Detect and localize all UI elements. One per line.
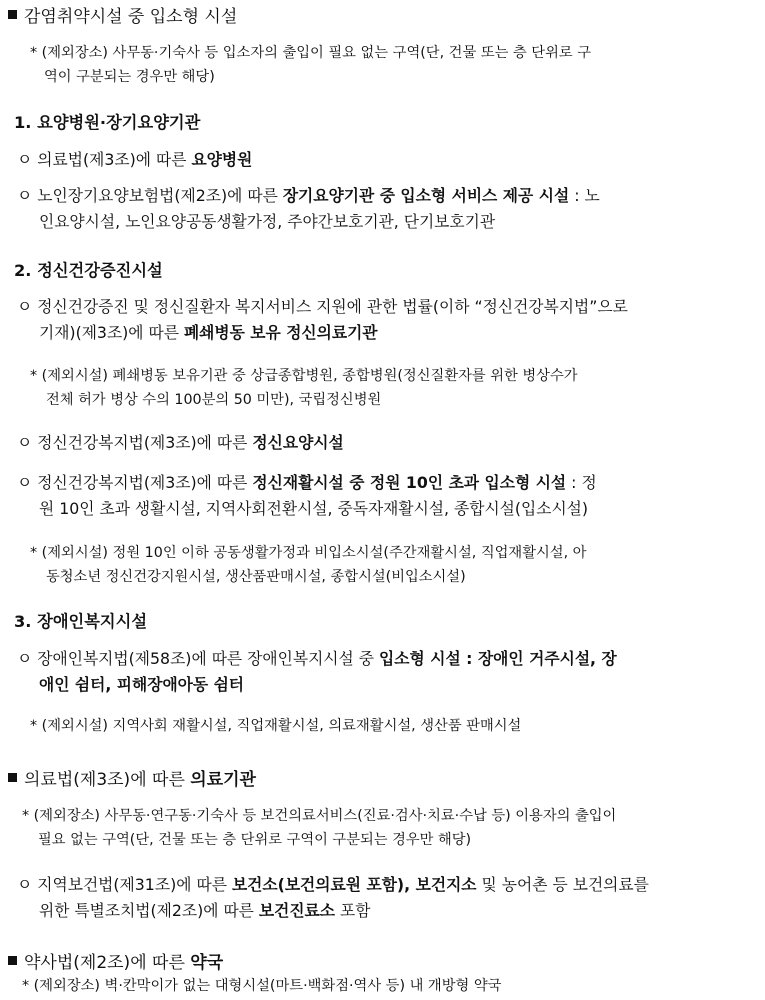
- text-run: ㅇ: [17, 433, 38, 452]
- list-item-closed-ward: [0, 294, 765, 346]
- bold-text: 정신재활시설 중 정원 10인 초과 입소형 시설: [252, 473, 567, 492]
- square-bullet-icon: [8, 956, 17, 965]
- text-run: : 노: [569, 186, 600, 205]
- text-run: ㅇ: [17, 186, 38, 205]
- section-2-note: * (제외장소) 사무동·연구동·기숙사 등 보건의료서비스(진료·검사·치료·수납 등) 이용자의 출입이 필요 없는 구역(단, 건물 또는 층 단위로 구역이 구분되는 경우만 해당): [22, 808, 617, 848]
- text-run: ㅇ: [17, 473, 38, 492]
- list-item-mental-care: [0, 430, 765, 456]
- text-run: 의료법(제3조)에 따른: [37, 150, 192, 169]
- section-3-note: * (제외장소) 벽·칸막이가 없는 대형시설(마트·백화점·역사 등) 내 개방형 약국: [22, 978, 502, 994]
- text-run: 정신건강증진 및 정신질환자 복지서비스 지원에 관한 법률(이하 “정신건강복지법”으로: [37, 297, 628, 316]
- bold-text: 보건진료소: [258, 901, 335, 920]
- text-run: 노인장기요양보험법(제2조)에 따른: [37, 186, 283, 205]
- text-run: ㅇ: [17, 875, 38, 894]
- text-run: 포함: [334, 901, 371, 920]
- list-item-note: * (제외시설) 정원 10인 이하 공동생활가정과 비입소시설(주간재활시설, 직업재활시설, 아 동청소년 정신건강지원시설, 생산품판매시설, 종합시설(비입소시설): [30, 545, 587, 585]
- text-run: 의료법(제3조)에 따른: [24, 770, 191, 790]
- bold-text: 폐쇄병동 보유 정신의료기관: [183, 323, 378, 342]
- text-run: 정신건강복지법(제3조)에 따른: [37, 433, 253, 452]
- note-line: * (제외장소) 사무동·기숙사 등 입소자의 출입이 필요 없는 구역(단, 건물 또는 층 단위로 구: [30, 45, 592, 61]
- list-item-rehab: [0, 470, 765, 522]
- bold-text: 보건소(보건의료원 포함), 보건지소: [231, 875, 477, 894]
- text-run: ㅇ: [17, 150, 38, 169]
- square-bullet-icon: [8, 773, 17, 782]
- text-run: : 정: [566, 473, 597, 492]
- list-item-yoyang-hospital: [0, 147, 765, 173]
- text-run: ㅇ: [17, 649, 38, 668]
- bold-text: 장기요양기관 중 입소형 서비스 제공 시설: [282, 186, 570, 205]
- subsection-3-title: 3. 장애인복지시설: [14, 612, 148, 631]
- section-3-title: [24, 950, 223, 976]
- section-1-note: [0, 41, 765, 89]
- bold-text: 의료기관: [190, 770, 256, 790]
- subsection-1-title: 1. 요양병원·장기요양기관: [14, 113, 201, 132]
- text-run: 및 농어촌 등 보건의료를: [476, 875, 649, 894]
- text-run: 기재)(제3조)에 따른: [39, 323, 184, 342]
- text-run: 장애인복지법(제58조)에 따른 장애인복지시설 중: [37, 649, 380, 668]
- note-line: 역이 구분되는 경우만 해당): [44, 69, 215, 85]
- bold-text: 정신요양시설: [252, 433, 344, 452]
- bold-text: 애인 쉼터, 피해장애아동 쉼터: [39, 675, 245, 694]
- text-run: 약사법(제2조)에 따른: [24, 953, 191, 973]
- list-item-health-center: [0, 872, 765, 924]
- square-bullet-icon: [8, 10, 17, 19]
- text-run: 정신건강복지법(제3조)에 따른: [37, 473, 253, 492]
- text-run: 원 10인 초과 생활시설, 지역사회전환시설, 중독자재활시설, 종합시설(입소시설): [39, 499, 589, 518]
- section-2-title: [24, 767, 256, 793]
- list-item-disability: [0, 646, 765, 698]
- text-run: 인요양시설, 노인요양공동생활가정, 주야간보호기관, 단기보호기관: [39, 212, 496, 231]
- list-item-longterm-care: [0, 183, 765, 235]
- text-run: ㅇ: [17, 297, 38, 316]
- section-1-title: 감염취약시설 중 입소형 시설: [24, 7, 238, 27]
- bold-text: 입소형 시설 : 장애인 거주시설, 장: [379, 649, 617, 668]
- bold-text: 요양병원: [191, 150, 253, 169]
- text-run: 위한 특별조치법(제2조)에 따른: [39, 901, 259, 920]
- list-item-note: * (제외시설) 폐쇄병동 보유기관 중 상급종합병원, 종합병원(정신질환자를 위한 병상수가 전체 허가 병상 수의 100분의 50 미만), 국립정신병원: [30, 368, 578, 408]
- list-item-note: * (제외시설) 지역사회 재활시설, 직업재활시설, 의료재활시설, 생산품 판매시설: [30, 718, 522, 734]
- text-run: 지역보건법(제31조)에 따른: [37, 875, 232, 894]
- subsection-2-title: 2. 정신건강증진시설: [14, 261, 163, 280]
- bold-text: 약국: [190, 953, 224, 973]
